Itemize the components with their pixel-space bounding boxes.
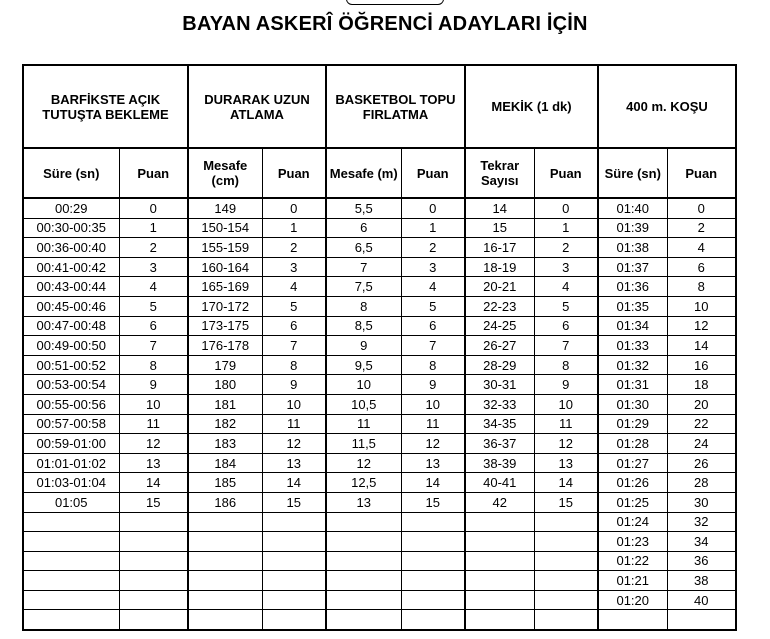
table-cell: 7 <box>401 336 465 356</box>
table-cell: 32-33 <box>465 394 534 414</box>
table-cell: 13 <box>534 453 598 473</box>
table-row <box>23 571 736 591</box>
table-cell <box>465 571 534 591</box>
table-cell: 8 <box>326 296 401 316</box>
table-cell: 00:41-00:42 <box>23 257 119 277</box>
table-cell: 13 <box>262 453 326 473</box>
table-row <box>23 296 736 316</box>
table-row <box>23 336 736 356</box>
event-header: MEKİK (1 dk) <box>465 65 598 148</box>
table-cell: 01:30 <box>598 394 667 414</box>
table-row <box>23 394 736 414</box>
table-cell: 00:30-00:35 <box>23 218 119 238</box>
table-row <box>23 512 736 532</box>
event-header-row <box>23 65 736 148</box>
table-cell: 01:22 <box>598 551 667 571</box>
table-cell: 01:39 <box>598 218 667 238</box>
table-cell <box>326 512 401 532</box>
column-header: Puan <box>119 148 188 198</box>
column-header: Puan <box>262 148 326 198</box>
table-cell: 01:01-01:02 <box>23 453 119 473</box>
table-cell: 2 <box>119 238 188 258</box>
table-cell: 01:38 <box>598 238 667 258</box>
table-cell: 12 <box>262 434 326 454</box>
table-cell: 13 <box>119 453 188 473</box>
table-cell <box>534 571 598 591</box>
table-cell: 5 <box>119 296 188 316</box>
table-cell: 24-25 <box>465 316 534 336</box>
table-cell: 22 <box>667 414 736 434</box>
table-cell: 01:31 <box>598 375 667 395</box>
table-cell: 30 <box>667 492 736 512</box>
table-cell: 0 <box>262 198 326 218</box>
table-cell: 10 <box>326 375 401 395</box>
table-row <box>23 610 736 630</box>
table-cell: 11 <box>401 414 465 434</box>
table-row <box>23 590 736 610</box>
table-cell: 1 <box>262 218 326 238</box>
table-cell: 8 <box>534 355 598 375</box>
table-cell: 00:43-00:44 <box>23 277 119 297</box>
column-header: Süre (sn) <box>598 148 667 198</box>
table-cell: 4 <box>667 238 736 258</box>
table-row <box>23 316 736 336</box>
table-cell: 9 <box>326 336 401 356</box>
page-title: BAYAN ASKERÎ ÖĞRENCİ ADAYLARI İÇİN <box>182 13 588 35</box>
table-cell: 18 <box>667 375 736 395</box>
score-table <box>22 64 737 631</box>
table-cell: 184 <box>188 453 262 473</box>
table-cell <box>119 590 188 610</box>
table-cell <box>534 532 598 552</box>
table-cell: 14 <box>262 473 326 493</box>
table-cell: 12 <box>534 434 598 454</box>
table-cell: 40 <box>667 590 736 610</box>
table-cell: 10 <box>262 394 326 414</box>
table-cell: 01:03-01:04 <box>23 473 119 493</box>
table-cell: 170-172 <box>188 296 262 316</box>
table-cell: 16 <box>667 355 736 375</box>
table-cell: 4 <box>534 277 598 297</box>
table-cell: 182 <box>188 414 262 434</box>
table-cell <box>23 551 119 571</box>
event-header: DURARAK UZUN ATLAMA <box>188 65 326 148</box>
table-cell: 01:21 <box>598 571 667 591</box>
table-cell: 1 <box>534 218 598 238</box>
table-cell: 0 <box>667 198 736 218</box>
table-cell: 32 <box>667 512 736 532</box>
table-cell: 22-23 <box>465 296 534 316</box>
table-cell <box>401 512 465 532</box>
table-cell <box>401 590 465 610</box>
table-cell <box>23 610 119 630</box>
table-cell: 5,5 <box>326 198 401 218</box>
table-cell: 12 <box>401 434 465 454</box>
table-cell: 9,5 <box>326 355 401 375</box>
table-cell: 7,5 <box>326 277 401 297</box>
table-cell: 01:25 <box>598 492 667 512</box>
table-cell: 2 <box>534 238 598 258</box>
table-cell: 0 <box>401 198 465 218</box>
table-cell: 9 <box>119 375 188 395</box>
table-cell: 9 <box>262 375 326 395</box>
table-cell: 8 <box>667 277 736 297</box>
table-cell: 12 <box>119 434 188 454</box>
table-cell: 165-169 <box>188 277 262 297</box>
table-cell: 20 <box>667 394 736 414</box>
table-cell <box>401 551 465 571</box>
table-cell <box>188 551 262 571</box>
table-cell: 0 <box>534 198 598 218</box>
table-cell: 00:29 <box>23 198 119 218</box>
table-cell: 14 <box>465 198 534 218</box>
table-cell: 5 <box>262 296 326 316</box>
table-cell: 149 <box>188 198 262 218</box>
table-cell: 10 <box>534 394 598 414</box>
table-cell: 13 <box>326 492 401 512</box>
table-cell <box>262 571 326 591</box>
table-cell <box>326 590 401 610</box>
table-cell <box>119 551 188 571</box>
table-cell: 14 <box>534 473 598 493</box>
table-cell: 2 <box>262 238 326 258</box>
table-cell: 38 <box>667 571 736 591</box>
table-cell: 6 <box>534 316 598 336</box>
table-cell: 36 <box>667 551 736 571</box>
column-header: Puan <box>667 148 736 198</box>
column-header: Tekrar Sayısı <box>465 148 534 198</box>
table-cell: 11 <box>326 414 401 434</box>
table-cell: 01:32 <box>598 355 667 375</box>
table-cell: 181 <box>188 394 262 414</box>
table-row <box>23 473 736 493</box>
table-cell: 10 <box>667 296 736 316</box>
table-cell: 3 <box>534 257 598 277</box>
table-cell: 15 <box>534 492 598 512</box>
table-cell: 4 <box>401 277 465 297</box>
table-cell: 3 <box>401 257 465 277</box>
table-cell: 01:36 <box>598 277 667 297</box>
table-cell: 00:45-00:46 <box>23 296 119 316</box>
table-cell: 34 <box>667 532 736 552</box>
table-cell: 185 <box>188 473 262 493</box>
table-cell: 01:37 <box>598 257 667 277</box>
table-cell: 3 <box>119 257 188 277</box>
table-row <box>23 414 736 434</box>
table-cell: 186 <box>188 492 262 512</box>
table-cell: 38-39 <box>465 453 534 473</box>
table-cell: 8 <box>262 355 326 375</box>
table-cell <box>262 532 326 552</box>
table-cell: 10 <box>401 394 465 414</box>
table-row <box>23 198 736 218</box>
table-row <box>23 257 736 277</box>
table-row <box>23 551 736 571</box>
table-cell <box>326 551 401 571</box>
table-cell: 15 <box>119 492 188 512</box>
table-row <box>23 532 736 552</box>
table-cell: 180 <box>188 375 262 395</box>
table-cell: 4 <box>119 277 188 297</box>
table-cell: 12 <box>326 453 401 473</box>
table-row <box>23 375 736 395</box>
table-cell <box>188 512 262 532</box>
table-cell: 28 <box>667 473 736 493</box>
table-cell: 00:47-00:48 <box>23 316 119 336</box>
table-cell: 6 <box>667 257 736 277</box>
table-cell: 11 <box>119 414 188 434</box>
table-cell: 1 <box>119 218 188 238</box>
table-cell <box>23 532 119 552</box>
table-cell: 01:27 <box>598 453 667 473</box>
table-cell <box>326 571 401 591</box>
table-cell: 8 <box>119 355 188 375</box>
table-cell: 01:35 <box>598 296 667 316</box>
table-cell <box>667 610 736 630</box>
table-cell: 8 <box>401 355 465 375</box>
column-header: Mesafe (m) <box>326 148 401 198</box>
table-cell: 0 <box>119 198 188 218</box>
table-cell: 00:55-00:56 <box>23 394 119 414</box>
table-row <box>23 355 736 375</box>
table-row <box>23 238 736 258</box>
table-cell: 2 <box>667 218 736 238</box>
table-cell: 20-21 <box>465 277 534 297</box>
table-cell <box>534 512 598 532</box>
table-cell <box>534 551 598 571</box>
table-cell: 18-19 <box>465 257 534 277</box>
event-header: 400 m. KOŞU <box>598 65 736 148</box>
table-cell: 10 <box>119 394 188 414</box>
table-cell <box>119 571 188 591</box>
table-cell: 40-41 <box>465 473 534 493</box>
table-cell: 7 <box>119 336 188 356</box>
table-cell: 30-31 <box>465 375 534 395</box>
table-cell: 183 <box>188 434 262 454</box>
table-cell: 6 <box>326 218 401 238</box>
table-cell: 00:53-00:54 <box>23 375 119 395</box>
table-cell <box>534 590 598 610</box>
table-cell: 34-35 <box>465 414 534 434</box>
table-cell: 14 <box>401 473 465 493</box>
table-cell <box>401 532 465 552</box>
table-cell: 14 <box>119 473 188 493</box>
table-cell <box>119 532 188 552</box>
table-cell: 28-29 <box>465 355 534 375</box>
table-cell <box>534 610 598 630</box>
table-cell: 26 <box>667 453 736 473</box>
table-cell <box>465 532 534 552</box>
table-cell: 12 <box>667 316 736 336</box>
column-header: Puan <box>534 148 598 198</box>
table-cell: 6 <box>401 316 465 336</box>
table-row <box>23 492 736 512</box>
table-cell <box>401 571 465 591</box>
table-cell: 11,5 <box>326 434 401 454</box>
table-cell: 00:57-00:58 <box>23 414 119 434</box>
table-cell <box>23 590 119 610</box>
table-cell: 179 <box>188 355 262 375</box>
table-cell <box>262 551 326 571</box>
table-cell <box>401 610 465 630</box>
column-header-row <box>23 148 736 198</box>
score-rows <box>23 198 736 630</box>
column-header: Puan <box>401 148 465 198</box>
table-cell: 24 <box>667 434 736 454</box>
table-cell: 7 <box>262 336 326 356</box>
table-cell <box>188 571 262 591</box>
table-cell: 26-27 <box>465 336 534 356</box>
table-cell: 14 <box>667 336 736 356</box>
table-cell: 00:51-00:52 <box>23 355 119 375</box>
table-cell: 01:33 <box>598 336 667 356</box>
table-cell: 7 <box>534 336 598 356</box>
table-cell: 9 <box>534 375 598 395</box>
page-header-mark <box>346 0 444 5</box>
column-header: Mesafe (cm) <box>188 148 262 198</box>
table-cell: 36-37 <box>465 434 534 454</box>
table-cell: 42 <box>465 492 534 512</box>
table-cell <box>188 532 262 552</box>
table-cell <box>465 551 534 571</box>
table-cell: 11 <box>534 414 598 434</box>
table-cell: 00:59-01:00 <box>23 434 119 454</box>
table-cell: 6,5 <box>326 238 401 258</box>
table-cell: 13 <box>401 453 465 473</box>
table-cell: 01:26 <box>598 473 667 493</box>
table-cell: 12,5 <box>326 473 401 493</box>
event-header: BARFİKSTE AÇIK TUTUŞTA BEKLEME <box>23 65 188 148</box>
table-cell: 01:40 <box>598 198 667 218</box>
table-row <box>23 277 736 297</box>
table-cell: 8,5 <box>326 316 401 336</box>
table-row <box>23 218 736 238</box>
table-cell: 6 <box>262 316 326 336</box>
table-cell <box>465 610 534 630</box>
table-cell: 01:34 <box>598 316 667 336</box>
table-row <box>23 453 736 473</box>
table-cell: 9 <box>401 375 465 395</box>
table-cell: 150-154 <box>188 218 262 238</box>
table-cell: 173-175 <box>188 316 262 336</box>
table-cell <box>262 610 326 630</box>
table-cell <box>262 512 326 532</box>
table-cell: 01:23 <box>598 532 667 552</box>
table-cell: 01:29 <box>598 414 667 434</box>
table-cell: 160-164 <box>188 257 262 277</box>
table-cell <box>326 532 401 552</box>
table-cell: 01:28 <box>598 434 667 454</box>
table-cell: 16-17 <box>465 238 534 258</box>
table-cell: 155-159 <box>188 238 262 258</box>
table-cell <box>23 571 119 591</box>
table-cell: 15 <box>401 492 465 512</box>
table-cell: 11 <box>262 414 326 434</box>
table-cell: 4 <box>262 277 326 297</box>
table-cell: 5 <box>401 296 465 316</box>
table-cell <box>465 512 534 532</box>
table-cell: 00:36-00:40 <box>23 238 119 258</box>
table-cell: 176-178 <box>188 336 262 356</box>
table-cell: 6 <box>119 316 188 336</box>
table-cell: 1 <box>401 218 465 238</box>
table-cell: 15 <box>262 492 326 512</box>
table-cell: 5 <box>534 296 598 316</box>
table-cell: 10,5 <box>326 394 401 414</box>
table-cell: 7 <box>326 257 401 277</box>
table-cell <box>326 610 401 630</box>
table-cell: 00:49-00:50 <box>23 336 119 356</box>
table-cell: 01:20 <box>598 590 667 610</box>
table-cell <box>188 590 262 610</box>
table-cell <box>119 512 188 532</box>
table-cell: 3 <box>262 257 326 277</box>
table-cell: 2 <box>401 238 465 258</box>
table-cell <box>598 610 667 630</box>
table-cell: 15 <box>465 218 534 238</box>
table-cell <box>119 610 188 630</box>
column-header: Süre (sn) <box>23 148 119 198</box>
table-cell <box>188 610 262 630</box>
table-cell <box>23 512 119 532</box>
table-cell: 01:24 <box>598 512 667 532</box>
table-cell <box>465 590 534 610</box>
table-row <box>23 434 736 454</box>
event-header: BASKETBOL TOPU FIRLATMA <box>326 65 465 148</box>
table-cell <box>262 590 326 610</box>
table-cell: 01:05 <box>23 492 119 512</box>
